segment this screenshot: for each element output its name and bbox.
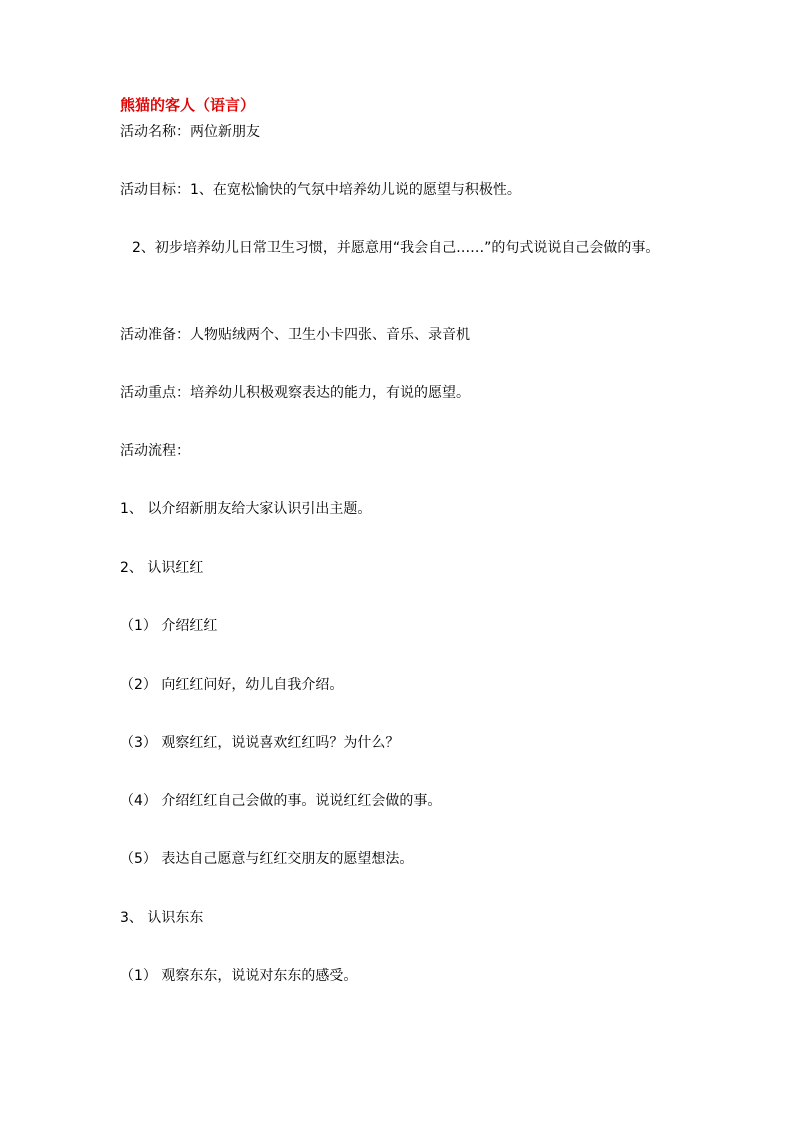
activity-goal-1: 活动目标：1、在宽松愉快的气氛中培养幼儿说的愿望与积极性。 — [120, 182, 521, 198]
step-2-sub-3: （3） 观察红红，说说喜欢红红吗？为什么？ — [120, 735, 400, 751]
step-3-sub-1: （1） 观察东东，说说对东东的感受。 — [120, 968, 358, 984]
step-2-sub-4: （4） 介绍红红自己会做的事。说说红红会做的事。 — [120, 793, 442, 809]
step-1: 1、 以介绍新朋友给大家认识引出主题。 — [120, 501, 372, 517]
process-heading: 活动流程： — [120, 443, 190, 459]
activity-goal-2: 2、初步培养幼儿日常卫生习惯，并愿意用“我会自己……”的句式说说自己会做的事。 — [132, 240, 660, 256]
document-title: 熊猫的客人（语言） — [120, 96, 256, 114]
step-2: 2、 认识红红 — [120, 560, 204, 576]
activity-focus: 活动重点：培养幼儿积极观察表达的能力，有说的愿望。 — [120, 385, 470, 401]
activity-preparation: 活动准备：人物贴绒两个、卫生小卡四张、音乐、录音机 — [120, 327, 470, 343]
step-2-sub-2: （2） 向红红问好，幼儿自我介绍。 — [120, 677, 344, 693]
step-2-sub-1: （1） 介绍红红 — [120, 618, 218, 634]
step-2-sub-5: （5） 表达自己愿意与红红交朋友的愿望想法。 — [120, 851, 414, 867]
activity-name: 活动名称：两位新朋友 — [120, 124, 260, 140]
step-3: 3、 认识东东 — [120, 910, 204, 926]
